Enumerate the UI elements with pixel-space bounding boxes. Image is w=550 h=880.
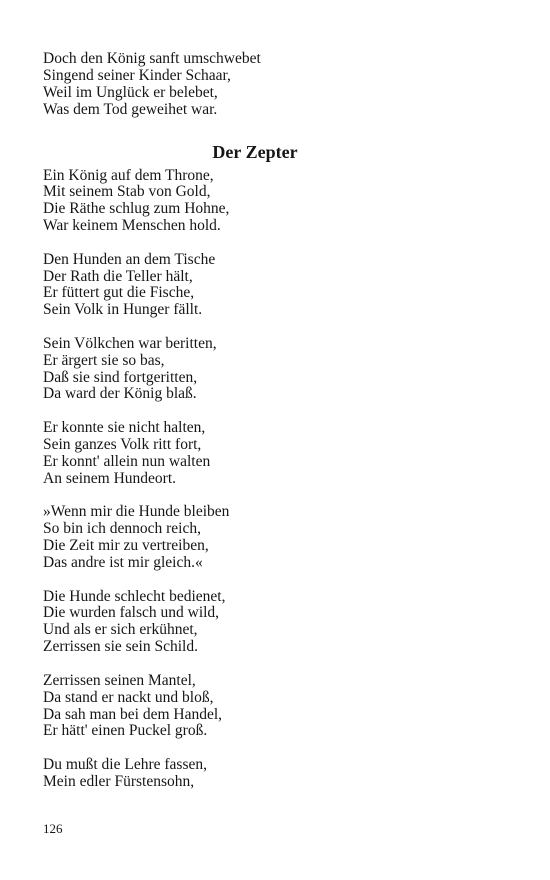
verse-line: War keinem Menschen hold. [43, 217, 221, 235]
verse-line: Du mußt die Lehre fassen, [43, 756, 207, 774]
verse-line: So bin ich dennoch reich, [43, 520, 201, 538]
verse-line: Er füttert gut die Fische, [43, 284, 195, 302]
verse-line: Mein edler Fürstensohn, [43, 772, 195, 790]
verse-line: Da ward der König blaß. [43, 385, 197, 403]
stanza [43, 757, 229, 791]
verse-line: Der Rath die Teller hält, [43, 267, 193, 285]
verse-line: Er konnt' allein nun walten [43, 452, 211, 470]
verse-line: Weil im Unglück er belebet, [43, 83, 218, 101]
stanza [43, 504, 229, 571]
verse-line: Daß sie sind fortgeritten, [43, 368, 198, 386]
stanza [43, 168, 229, 235]
verse-line: Und als er sich erkühnet, [43, 621, 198, 639]
verse-line: Zerrissen seinen Mantel, [43, 671, 196, 689]
verse-line: Die Zeit mir zu vertreiben, [43, 537, 209, 555]
stanza [43, 336, 229, 403]
verse-line: Da stand er nackt und bloß, [43, 688, 214, 706]
stanza [43, 420, 229, 487]
poem-title: Der Zepter [212, 142, 298, 162]
verse-line: Ein König auf dem Throne, [43, 166, 214, 184]
opening-stanza [43, 51, 261, 118]
verse-line: Sein ganzes Volk ritt fort, [43, 436, 202, 453]
stanza [43, 589, 229, 656]
verse-line: Den Hunden an dem Tische [43, 250, 216, 268]
verse-line: Was dem Tod geweihet war. [43, 100, 218, 118]
verse-line: Singend seiner Kinder Schaar, [43, 66, 231, 84]
verse-line: Mit seinem Stab von Gold, [43, 183, 211, 201]
verse-line: Die wurden falsch und wild, [43, 604, 220, 622]
verse-line: »Wenn mir die Hunde bleiben [43, 503, 230, 521]
verse-line: Zerrissen sie sein Schild. [43, 638, 198, 656]
poem-body [43, 168, 229, 791]
verse-line: An seinem Hundeort. [43, 469, 177, 487]
verse-line: Er konnte sie nicht halten, [43, 419, 206, 437]
verse-line: Die Hunde schlecht bedienet, [43, 587, 226, 605]
verse-line: Da sah man bei dem Handel, [43, 705, 223, 723]
verse-line: Sein Völkchen war beritten, [43, 334, 217, 352]
page-number: 126 [43, 821, 63, 836]
verse-line: Er hätt' einen Puckel groß. [43, 722, 208, 740]
verse-line: Doch den König sanft umschwebet [43, 50, 261, 67]
stanza [43, 673, 229, 740]
verse-line: Das andre ist mir gleich.« [43, 553, 203, 571]
verse-line: Sein Volk in Hunger fällt. [43, 301, 203, 319]
verse-line: Die Räthe schlug zum Hohne, [43, 200, 230, 218]
verse-line: Er ärgert sie so bas, [43, 351, 165, 369]
stanza [43, 252, 229, 319]
